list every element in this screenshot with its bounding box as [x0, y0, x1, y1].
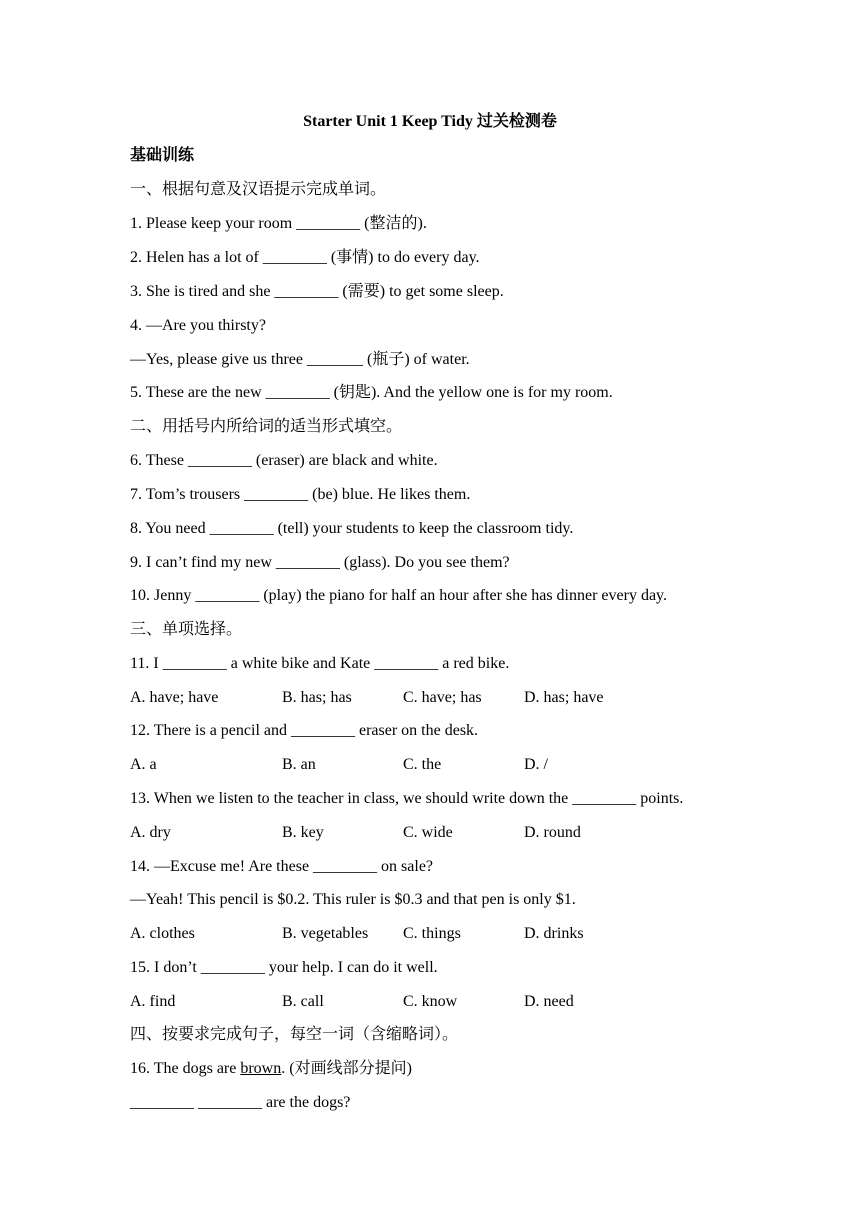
- section-heading: 基础训练: [130, 147, 195, 164]
- option-a: A. clothes: [130, 925, 195, 942]
- question-13: 13. When we listen to the teacher in class, we should write down the ________ points.: [130, 790, 684, 807]
- question-7: 7. Tom’s trousers ________ (be) blue. He likes them.: [130, 486, 471, 503]
- question-14-prompt: 14. —Excuse me! Are these ________ on sale?: [130, 858, 434, 875]
- option-b: B. has; has: [282, 689, 352, 706]
- question-11-options: [130, 686, 750, 710]
- part4-heading: 四、按要求完成句子，每空一词（含缩略词）。: [130, 1026, 459, 1043]
- option-c: C. wide: [403, 824, 453, 841]
- option-d: D. round: [524, 824, 581, 841]
- option-c: C. know: [403, 993, 458, 1010]
- question-15: 15. I don’t ________ your help. I can do it well.: [130, 959, 438, 976]
- question-14-options: [130, 922, 750, 946]
- option-c: C. things: [403, 925, 461, 942]
- question-5: 5. These are the new ________ (钥匙). And the yellow one is for my room.: [130, 384, 613, 401]
- part1-heading: 一、根据句意及汉语提示完成单词。: [130, 181, 387, 198]
- question-16: [130, 1057, 412, 1081]
- question-10: 10. Jenny ________ (play) the piano for half an hour after she has dinner every day.: [130, 587, 668, 604]
- question-9: 9. I can’t find my new ________ (glass). Do you see them?: [130, 554, 510, 571]
- option-b: B. key: [282, 824, 324, 841]
- option-a: A. a: [130, 756, 157, 773]
- page-title: Starter Unit 1 Keep Tidy 过关检测卷: [303, 113, 557, 130]
- question-15-options: [130, 990, 750, 1014]
- question-8: 8. You need ________ (tell) your students to keep the classroom tidy.: [130, 520, 574, 537]
- option-b: B. call: [282, 993, 324, 1010]
- question-3: 3. She is tired and she ________ (需要) to get some sleep.: [130, 283, 504, 300]
- option-c: C. the: [403, 756, 442, 773]
- option-d: D. has; have: [524, 689, 604, 706]
- part3-heading: 三、单项选择。: [130, 621, 243, 638]
- question-2: 2. Helen has a lot of ________ (事情) to do every day.: [130, 249, 480, 266]
- option-a: A. have; have: [130, 689, 219, 706]
- question-16-answer-line: ________ ________ are the dogs?: [130, 1094, 351, 1111]
- option-d: D. drinks: [524, 925, 584, 942]
- option-b: B. vegetables: [282, 925, 369, 942]
- option-a: A. find: [130, 993, 176, 1010]
- option-b: B. an: [282, 756, 316, 773]
- question-4-prompt: 4. —Are you thirsty?: [130, 317, 266, 334]
- question-12-options: [130, 753, 750, 777]
- question-1: 1. Please keep your room ________ (整洁的).: [130, 215, 427, 232]
- question-6: 6. These ________ (eraser) are black and white.: [130, 452, 438, 469]
- question-16-text-start: 16. The dogs are: [130, 1060, 241, 1077]
- question-12: 12. There is a pencil and ________ eraser on the desk.: [130, 722, 479, 739]
- question-16-underlined-word: brown: [240, 1060, 282, 1077]
- option-d: D. need: [524, 993, 574, 1010]
- question-4-reply: —Yes, please give us three _______ (瓶子) of water.: [130, 351, 470, 368]
- question-16-text-end: . (对画线部分提问): [281, 1060, 412, 1077]
- question-13-options: [130, 821, 750, 845]
- option-c: C. have; has: [403, 689, 482, 706]
- question-11: 11. I ________ a white bike and Kate ________ a red bike.: [130, 655, 510, 672]
- part2-heading: 二、用括号内所给词的适当形式填空。: [130, 418, 403, 435]
- option-a: A. dry: [130, 824, 171, 841]
- option-d: D. /: [524, 756, 548, 773]
- question-14-reply: —Yeah! This pencil is $0.2. This ruler is $0.3 and that pen is only $1.: [130, 891, 576, 908]
